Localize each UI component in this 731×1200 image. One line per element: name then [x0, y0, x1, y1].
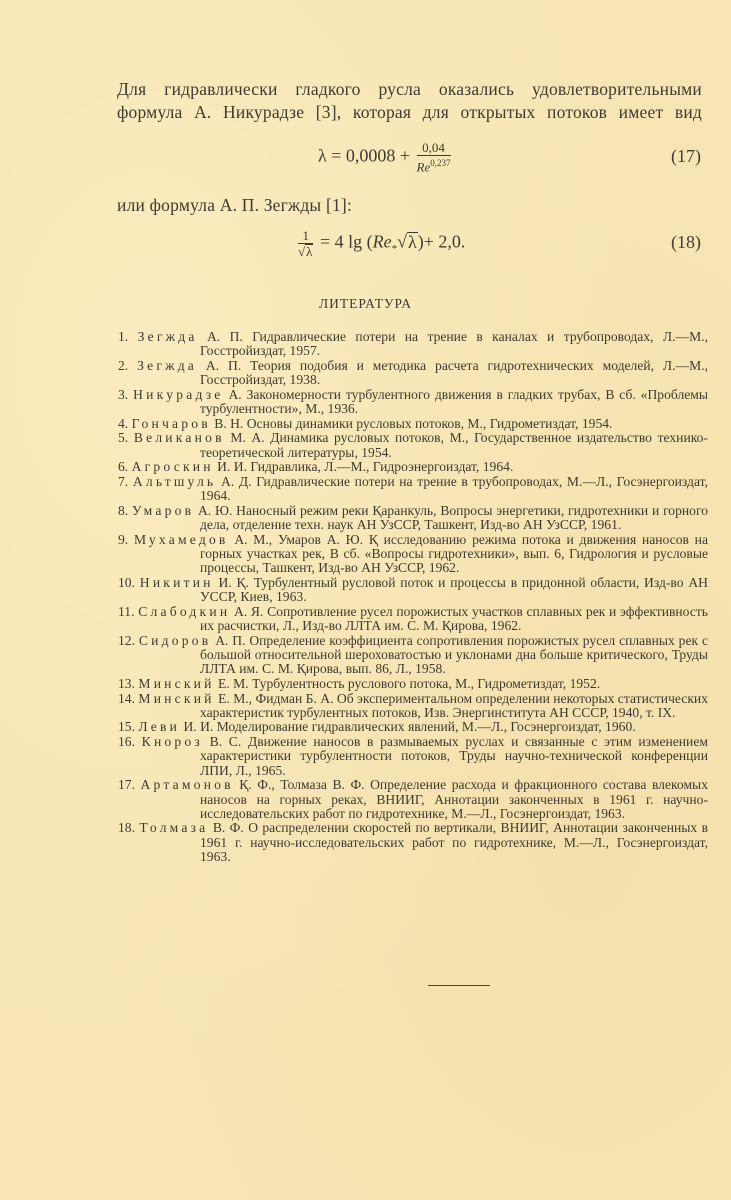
reference-item [118, 431, 708, 459]
reference-number: 15. [118, 719, 135, 735]
reference-number: 4. [118, 415, 129, 431]
reference-number: 3. [118, 386, 129, 402]
sqrt-icon: √ [298, 244, 306, 259]
reference-item [118, 735, 708, 778]
reference-author: Агроскин [131, 459, 214, 475]
end-rule-divider [428, 985, 490, 986]
reference-number: 6. [118, 459, 129, 475]
reference-number: 14. [118, 690, 135, 706]
reference-text: Динамика русловых потоков, М., Государственное издательство технико-теоретической литературы, 1954. [200, 430, 708, 460]
sqrt-icon: √ [397, 231, 407, 252]
reference-item [118, 692, 708, 720]
formula-17 [318, 140, 453, 174]
reference-item [118, 388, 708, 416]
reference-number: 13. [118, 675, 135, 691]
reference-number: 1. [118, 329, 129, 344]
reference-author: Леви [138, 719, 181, 735]
reference-item [118, 417, 708, 431]
formula-17-fraction [417, 140, 451, 174]
formula-17-den-base: Re [416, 159, 431, 175]
reference-author: Никурадзе [133, 386, 224, 402]
reference-text: Наносный режим реки Қаранкуль, Вопросы энергетики, гидротехники и горного дела, отделение техн. наук АН УзССР, Ташкент, Изд-во АН УзССР, 1961. [200, 502, 709, 533]
reference-author: Мухамедов [133, 531, 229, 547]
reference-initials: А. П. [206, 329, 243, 344]
formula-18-rhs-suffix: )+ 2,0. [417, 231, 466, 252]
reference-number: 17. [118, 777, 135, 793]
reference-text: Гидравлика, Л.—М., Гидроэнергоиздат, 1964. [250, 459, 514, 475]
reference-initials: И. И. [217, 459, 247, 475]
reference-initials: В. Н. [214, 415, 244, 431]
reference-initials: В. Ф. [212, 820, 244, 836]
formula-18-re: Re [372, 231, 392, 252]
second-paragraph: или формула А. П. Зегжды [1]: [117, 195, 353, 215]
reference-item [118, 533, 708, 576]
reference-author: Зегжда [137, 329, 198, 344]
reference-initials: Е. М., Фидман Б. А. [218, 690, 334, 706]
reference-author: Альтшуль [132, 474, 217, 490]
intro-paragraph: Для гидравлически гладкого русла оказались удовлетворительными формула А. Никурадзе [3], которая для открытых потоков имеет вид [117, 79, 702, 122]
reference-number: 9. [118, 531, 129, 547]
reference-text: Определение коэффициента сопротивления порожистых русел сплавных рек с большой относительной шероховатостью и уклонами дна больше критического, Труды ЛЛТА им. С. М. Қирова, вып. 86, Л., 1958. [200, 632, 708, 677]
reference-number: 16. [118, 734, 135, 750]
formula-18-den-radicand: λ [306, 244, 313, 259]
reference-author: Минский [138, 675, 215, 691]
reference-item [118, 475, 708, 503]
reference-initials: А. Ю. [197, 502, 233, 518]
reference-text: Гидравлические потери на трение в каналах и трубопроводах, Л.—М., Госстройиздат, 1957. [200, 329, 708, 359]
reference-item [118, 605, 708, 633]
reference-author: Умаров [132, 502, 195, 518]
reference-item [118, 576, 708, 604]
reference-item [118, 677, 708, 691]
reference-initials: Қ. Ф., Толмаза В. Ф. [239, 777, 365, 793]
reference-text: Қ исследованию режима потока и движения наносов на горных участках рек, В сб. «Вопросы гидротехники», вып. 6, Гидрология и русловые процессы, Ташкент, Изд-во АН УзССР, 1962. [200, 531, 708, 576]
reference-initials: И. И. [183, 719, 214, 735]
reference-initials: И. Қ. [218, 574, 249, 590]
reference-number: 18. [118, 820, 135, 836]
formula-17-denominator [417, 156, 451, 174]
reference-author: Кнороз [141, 734, 203, 750]
reference-initials: А. Д. [221, 474, 252, 490]
reference-initials: А. Я. [234, 603, 264, 619]
formula-17-den-exp: 0,237 [430, 158, 451, 168]
reference-item [118, 460, 708, 474]
reference-text: Закономерности турбулентного движения в гладких трубах, В сб. «Проблемы турбулентности», М., 1936. [200, 386, 709, 417]
reference-author: Гончаров [131, 415, 211, 431]
section-title-literature: ЛИТЕРАТУРА [318, 296, 413, 311]
reference-number: 5. [118, 430, 129, 446]
reference-initials: А. П. [205, 357, 242, 373]
reference-text: Об экспериментальном определении некоторых статистических характеристик турбулентных потоков, Изв. Энергинститута АН СССР, 1940, т. IX. [200, 690, 709, 720]
reference-item [118, 821, 708, 864]
reference-author: Великанов [133, 430, 225, 446]
reference-number: 7. [118, 474, 129, 490]
reference-initials: В. С. [209, 734, 242, 750]
reference-number: 8. [118, 502, 129, 518]
reference-text: О распределении скоростей по вертикали, ВНИИГ, Аннотации законченных в 1961 г. научно-исследовательских работ по гидротехнике, М.—Л., Госэнергоиздат, 1963. [200, 820, 708, 864]
reference-author: Сидоров [138, 632, 212, 648]
reference-number: 11. [118, 603, 135, 619]
formula-18 [296, 228, 465, 259]
formula-18-numerator: 1 [298, 228, 313, 244]
reference-initials: А. П. [215, 632, 246, 648]
reference-item [118, 330, 708, 358]
formula-18-rhs-prefix: = 4 lg ( [319, 231, 373, 252]
reference-initials: Е. М. [218, 675, 249, 691]
reference-author: Толмаза [139, 820, 209, 836]
formula-18-inner-root: λ [407, 231, 417, 252]
reference-author: Слабодкин [138, 603, 231, 619]
reference-initials: А. [228, 386, 242, 402]
reference-number: 10. [118, 574, 135, 590]
formula-18-fraction [298, 228, 313, 259]
reference-text: Определение расхода и фракционного состава влекомых наносов на горных реках, ВНИИГ, Аннотации законченных в 1961 г. научно-исследовательских работ по гидротехнике, М.—Л., Госэнергоиздат, 1963. [200, 777, 708, 821]
reference-text: Сопротивление русел порожистых участков сплавных рек и эффективность их расчистки, Л., Изд-во ЛЛТА им. С. М. Қирова, 1962. [200, 603, 708, 634]
reference-initials: М. А. [230, 430, 265, 446]
formula-18-denominator [298, 244, 313, 259]
equation-number-18: (18) [671, 232, 701, 252]
reference-item [118, 720, 708, 734]
reference-number: 12. [118, 632, 135, 648]
reference-text: Турбулентный русловой поток и процессы в придонной области, Изд-во АН УССР, Киев, 1963. [200, 574, 708, 605]
reference-text: Турбулентность руслового потока, М., Гидрометиздат, 1952. [252, 675, 601, 691]
reference-list [118, 330, 708, 865]
reference-author: Артамонов [140, 777, 234, 793]
reference-initials: А. М., Умаров А. Ю. [234, 531, 364, 547]
formula-17-numerator: 0,04 [417, 140, 451, 156]
formula-17-lhs: λ = 0,0008 + [318, 145, 411, 166]
reference-text: Моделирование гидравлических явлений, М.—Л., Госэнергоиздат, 1960. [216, 719, 636, 735]
reference-item [118, 504, 708, 532]
reference-text: Гидравлические потери на трение в трубопроводах, М.—Л., Госэнергоиздат, 1964. [200, 474, 708, 504]
formula-18-star: * [391, 243, 398, 256]
reference-item [118, 778, 708, 821]
reference-author: Зегжда [137, 357, 198, 373]
reference-number: 2. [118, 357, 129, 373]
equation-number-17: (17) [671, 146, 701, 166]
reference-item [118, 634, 708, 677]
reference-author: Минский [138, 690, 215, 706]
reference-text: Основы динамики русловых потоков, М., Гидрометиздат, 1954. [246, 415, 613, 431]
reference-text: Теория подобия и методика расчета гидротехнических моделей, Л.—М., Госстройиздат, 1938. [200, 357, 708, 388]
reference-author: Никитин [139, 574, 214, 590]
reference-item [118, 359, 708, 387]
reference-text: Движение наносов в размываемых руслах и связанные с этим изменением характеристики турбулентности потоков, Труды научно-технической конференции ЛПИ, Л., 1965. [200, 734, 708, 778]
